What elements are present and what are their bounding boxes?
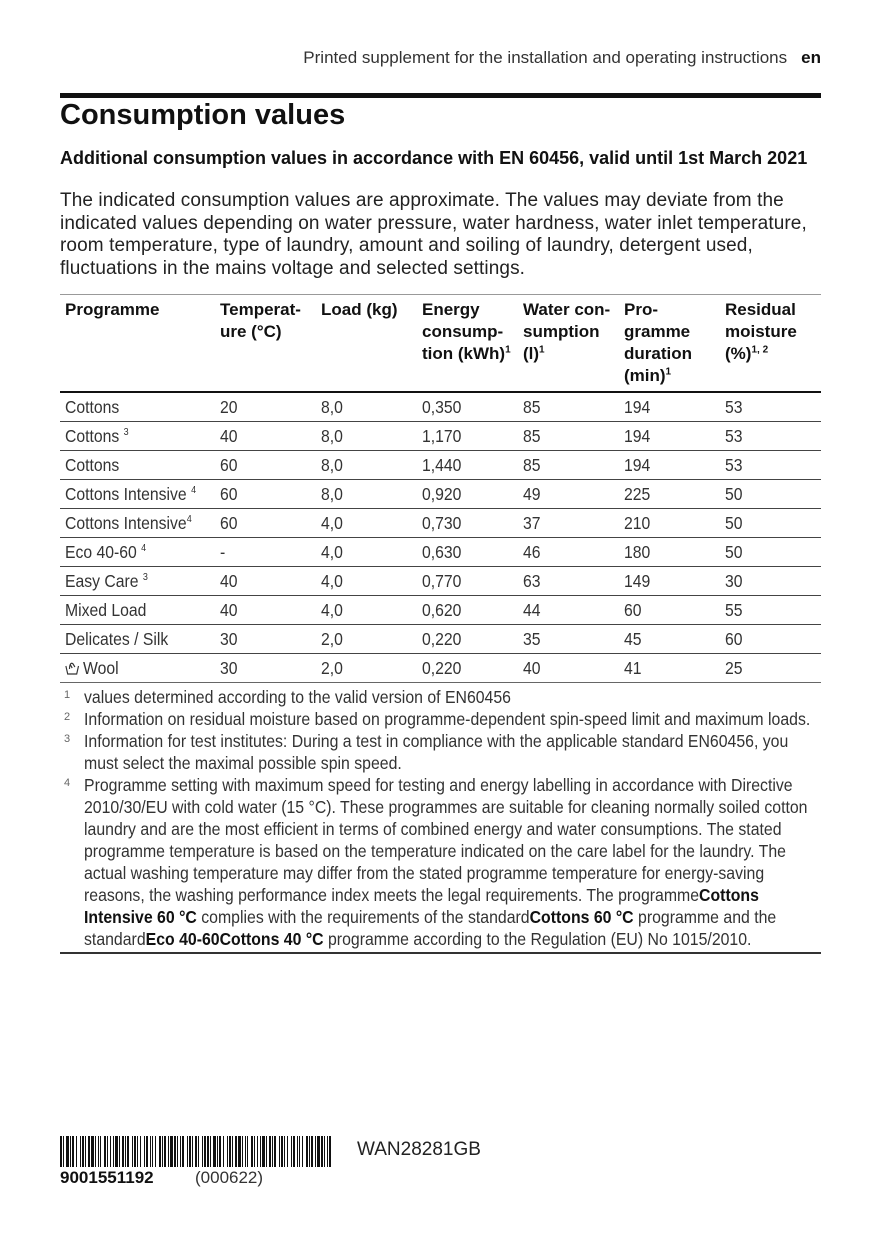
cell-programme: Easy Care $^3$ (60, 567, 215, 596)
cell-programme: Mixed Load (60, 596, 215, 625)
col-header-load: Load (kg) (316, 295, 417, 393)
cell-duration: 194 (619, 422, 720, 451)
table-row (60, 480, 821, 509)
cell-moisture: 50 (720, 480, 821, 509)
table-row (60, 538, 821, 567)
cell-duration: 180 (619, 538, 720, 567)
page-title: Consumption values (60, 99, 346, 131)
cell-temperature: 40 (215, 422, 316, 451)
cell-programme: Cottons Intensive$^4$ (60, 509, 215, 538)
cell-temperature: 30 (215, 625, 316, 654)
cell-energy: 0,220 (417, 654, 518, 683)
language-code: en (801, 48, 821, 67)
cell-load: 4,0 (316, 509, 417, 538)
cell-duration: 149 (619, 567, 720, 596)
cell-programme: Wool (60, 654, 215, 683)
cell-moisture: 30 (720, 567, 821, 596)
cell-load: 4,0 (316, 538, 417, 567)
cell-programme: Eco 40-60 $^4$ (60, 538, 215, 567)
table-row (60, 422, 821, 451)
table-row (60, 509, 821, 538)
intro-paragraph: The indicated consumption values are approximate. The values may deviate from the indicated values depending on water pressure, water hardness, water inlet temperature, room temperature, type of laundry, amount and soiling of laundry, detergent used, fluctuations in the mains voltage and selected settings. (60, 190, 807, 279)
cell-water: 85 (518, 392, 619, 422)
cell-temperature: 60 (215, 509, 316, 538)
table-row (60, 596, 821, 625)
cell-temperature: 40 (215, 596, 316, 625)
cell-energy: 1,170 (417, 422, 518, 451)
cell-energy: 0,920 (417, 480, 518, 509)
cell-water: 40 (518, 654, 619, 683)
cell-energy: 1,440 (417, 451, 518, 480)
barcode-image (60, 1136, 332, 1167)
cell-duration: 194 (619, 451, 720, 480)
cell-load: 8,0 (316, 392, 417, 422)
header-line (303, 48, 821, 68)
col-header-programme: Programme (60, 295, 215, 393)
cell-moisture: 25 (720, 654, 821, 683)
cell-temperature: 60 (215, 480, 316, 509)
table-row (60, 625, 821, 654)
cell-energy: 0,730 (417, 509, 518, 538)
cell-duration: 210 (619, 509, 720, 538)
cell-load: 8,0 (316, 451, 417, 480)
footnote-1: 1 values determined according to the valid version of EN60456 (64, 687, 511, 707)
col-header-energy: Energy consump-tion (kWh)$^1$ (417, 295, 518, 393)
table-row (60, 451, 821, 480)
cell-duration: 45 (619, 625, 720, 654)
cell-duration: 41 (619, 654, 720, 683)
col-header-duration: Pro-gramme duration $(\min)^1$ (619, 295, 720, 393)
cell-energy: 0,630 (417, 538, 518, 567)
cell-moisture: 53 (720, 451, 821, 480)
cell-water: 44 (518, 596, 619, 625)
cell-water: 85 (518, 451, 619, 480)
col-header-moisture: Residual moisture (%)$^{1, 2}$ (720, 295, 821, 393)
cell-duration: 60 (619, 596, 720, 625)
consumption-table (60, 294, 821, 683)
cell-temperature: 40 (215, 567, 316, 596)
cell-water: 35 (518, 625, 619, 654)
cell-programme: Delicates / Silk (60, 625, 215, 654)
cell-temperature: 60 (215, 451, 316, 480)
section-subtitle: Additional consumption values in accordance with EN 60456, valid until 1st March 2021 (60, 148, 808, 168)
cell-moisture: 53 (720, 392, 821, 422)
table-body (60, 392, 821, 683)
model-number: WAN28281GB (357, 1139, 481, 1160)
col-header-water: Water con-sumption $(l)^1$ (518, 295, 619, 393)
footnote-3: 3 Information for test institutes: During a test in compliance with the applicable standard EN60456, you must select the maximal possible spin speed. (64, 731, 789, 773)
barcode-number: 9001551192 (60, 1168, 154, 1187)
footnotes (60, 686, 821, 954)
cell-water: 85 (518, 422, 619, 451)
cell-load: 2,0 (316, 625, 417, 654)
cell-moisture: 55 (720, 596, 821, 625)
cell-water: 63 (518, 567, 619, 596)
cell-load: 4,0 (316, 567, 417, 596)
cell-temperature: 30 (215, 654, 316, 683)
cell-moisture: 53 (720, 422, 821, 451)
cell-moisture: 60 (720, 625, 821, 654)
cell-energy: 0,770 (417, 567, 518, 596)
hand-wash-basin-icon (65, 661, 79, 675)
cell-load: 8,0 (316, 422, 417, 451)
table-row (60, 392, 821, 422)
cell-water: 37 (518, 509, 619, 538)
header-text: Printed supplement for the installation and operating instructions (303, 48, 788, 67)
col-header-temperature: Temperat-ure (°C) (215, 295, 316, 393)
cell-moisture: 50 (720, 509, 821, 538)
cell-programme: Cottons Intensive $^4$ (60, 480, 215, 509)
footnote-4: 4 Programme setting with maximum speed for testing and energy labelling in accordance with Directive 2010/30/EU with cold water (15 °C). These programmes are suitable for cleaning normally soiled cotton laundry and are the most efficient in terms of combined energy and water consumptions. The stated programme temperature is based on the temperature indicated on the care label for the laundry. The actual washing temperature may differ from the stated programme temperature for energy-saving reasons, the washing performance index meets the legal requirements. The programmeCottons Intensive 60 °C complies with the requirements of the standardCottons 60 °C programme and the standardEco 40-60Cottons 40 °C programme according to the Regulation (EU) No 1015/2010. (64, 775, 808, 949)
table-row (60, 567, 821, 596)
cell-programme: Cottons (60, 451, 215, 480)
cell-energy: 0,220 (417, 625, 518, 654)
cell-temperature: 20 (215, 392, 316, 422)
cell-load: 8,0 (316, 480, 417, 509)
cell-duration: 225 (619, 480, 720, 509)
cell-load: 2,0 (316, 654, 417, 683)
cell-energy: 0,620 (417, 596, 518, 625)
barcode-code: (000622) (195, 1168, 264, 1187)
cell-moisture: 50 (720, 538, 821, 567)
cell-duration: 194 (619, 392, 720, 422)
cell-programme: Cottons (60, 392, 215, 422)
cell-programme: Cottons $^3$ (60, 422, 215, 451)
cell-load: 4,0 (316, 596, 417, 625)
footnote-2: 2 Information on residual moisture based on programme-dependent spin-speed limit and maximum loads. (64, 709, 811, 729)
cell-water: 49 (518, 480, 619, 509)
cell-energy: 0,350 (417, 392, 518, 422)
top-rule (60, 93, 821, 98)
cell-temperature: - (215, 538, 316, 567)
cell-water: 46 (518, 538, 619, 567)
table-header-row (60, 295, 821, 393)
table-row (60, 654, 821, 683)
